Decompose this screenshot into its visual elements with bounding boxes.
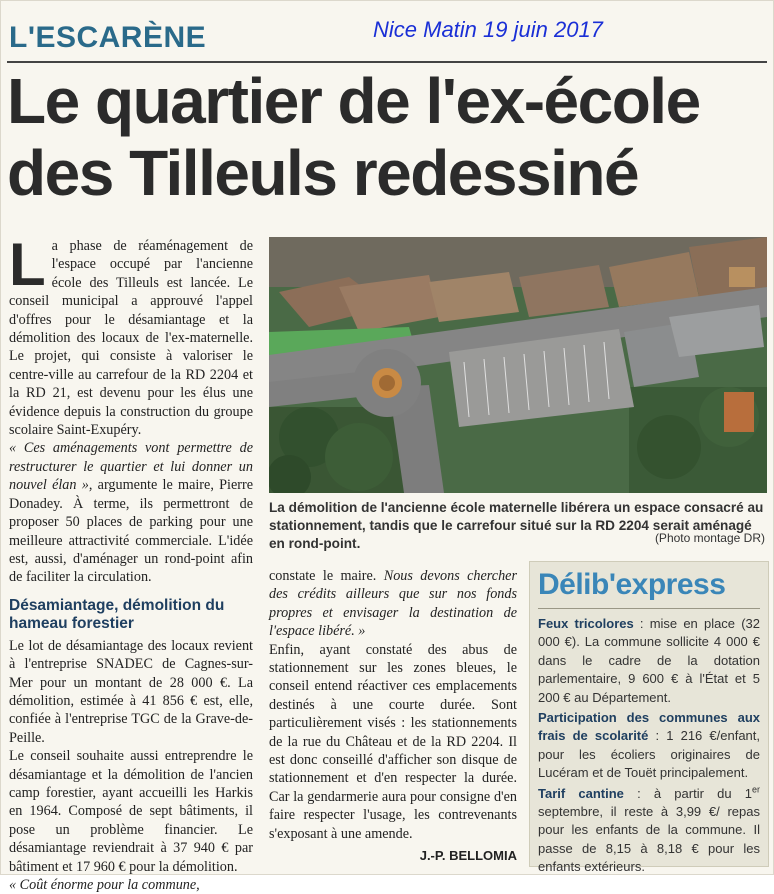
headline-line-2: des Tilleuls redessiné [7,137,639,209]
delib-item-cantine-label: Tarif cantine [538,785,624,801]
delib-item-scolarite-label: Participation des communes aux frais de scolarité [538,710,760,744]
delib-express-title: Délib'express [538,568,726,601]
delib-item-cantine [538,785,760,877]
subheading: Désamiantage, démolition du hameau forestier [9,596,225,632]
section-title: L'ESCARÈNE [9,21,207,54]
column-2-opening [269,567,517,641]
delib-item-feux [538,615,760,707]
delib-item-cantine-text-a: : à partir du 1 [623,785,752,801]
drop-cap: L [9,231,46,298]
column-2-opening-text: constate le maire. [269,568,384,584]
column-2-quote: Nous devons chercher des crédits ailleurs que sur nos fonds propres et envisager la destination de l'espace libéré. » [269,568,517,640]
lead-text: a phase de réaménagement de l'espace occupé par l'ancienne école des Tilleuls est lancée. Le conseil municipal a approuvé l'appel d'offres pour le désamiantage et la démolition des locaux de l'ex-maternelle. Le projet, qui consiste à valoriser le centre-ville au carrefour de la RD 2204 et la RD 21, est devenu pour les élus une évidence depuis la construction du groupe scolaire Saint-Exupéry. [9,238,253,439]
article-column-2 [269,567,517,866]
delib-item-cantine-text-b: septembre, il reste à 3,99 €/ repas pour les enfants de la commune. Il passe de 8,15 à 8,18 € pour les enfants extérieurs. [538,804,760,875]
headline [7,65,771,209]
photo-credit: (Photo montage DR) [654,531,765,545]
mayor-quote: « Ces aménagements vont permettre de restructurer le quartier et lui donner un nouvel élan » [9,440,253,494]
source-annotation: Nice Matin 19 juin 2017 [373,17,603,42]
delib-item-cantine-sup: er [751,784,760,795]
delib-item-scolarite [538,709,760,783]
delib-express-body [538,615,760,877]
lead-paragraph [9,231,253,439]
delib-express-box [529,561,769,875]
article-column-1 [9,231,254,894]
paragraph-camp-forestier: Le conseil souhaite aussi entreprendre le désamiantage et la démolition de l'ancien camp forestier, ayant accueilli les Harkis en 1964. Composé de sept bâtiments, il pose un problème financier. Le désamiantage reviendrait à 37 940 € par bâtiment et 17 960 € pour la démolition. [9,748,253,875]
delib-item-scolarite-text: : 1 216 €/enfant, pour les écoliers originaires de Lucéram et de Touët principalement. [538,728,760,781]
photo-caption: La démolition de l'ancienne école maternelle libérera un espace consacré au stationnement, tandis que le carrefour situé sur la RD 2204 serait aménagé en rond-point. [269,500,764,551]
aerial-photo-montage [269,237,767,493]
paragraph-stationnement: Enfin, ayant constaté des abus de stationnement sur les zones bleues, le conseil entend réactiver ces emplacements destinés à une courte durée. Sont particulièrement visés : les stationnements de la rue du Château et de la RD 2204. Il est donc conseillé d'afficher son disque de stationnement et d'en respecter la durée. Car la gendarmerie aura pour consigne d'en faire respecter l'usage, les contrevenants s'exposant à une amende. [269,641,517,842]
paragraph-desamiantage: Le lot de désamiantage des locaux revient à l'entreprise SNADEC de Cagnes-sur-Mer pour un montant de 28 000 €. La démolition, estimée à 41 856 € est, elle, confiée à l'entreprise TGC de la Grave-de-Peille. [9,637,253,746]
byline: J.-P. BELLOMIA [419,848,517,864]
aerial-photo-illustration [269,237,767,493]
quote-paragraph [9,439,253,586]
delib-item-feux-text: : mise en place (32 000 €). La commune sollicite 4 000 € dans le cadre de la dotation parlementaire, 9 600 € à l'État et 5 200 € au Département. [538,616,760,705]
top-rule [7,61,767,63]
headline-line-1: Le quartier de l'ex-école [7,65,700,137]
delib-item-feux-label: Feux tricolores [538,616,634,631]
quote-paragraph-text: , argumente le maire, Pierre Donadey. À terme, ils permettront de proposer 50 places de parking pour une meilleure attractivité commerciale. L'idée est, aussi, d'aménager un rond-point afin de faciliter la circulation. [9,477,254,586]
quote-continued: « Coût énorme pour la commune, [9,877,200,893]
delib-divider [538,608,760,609]
